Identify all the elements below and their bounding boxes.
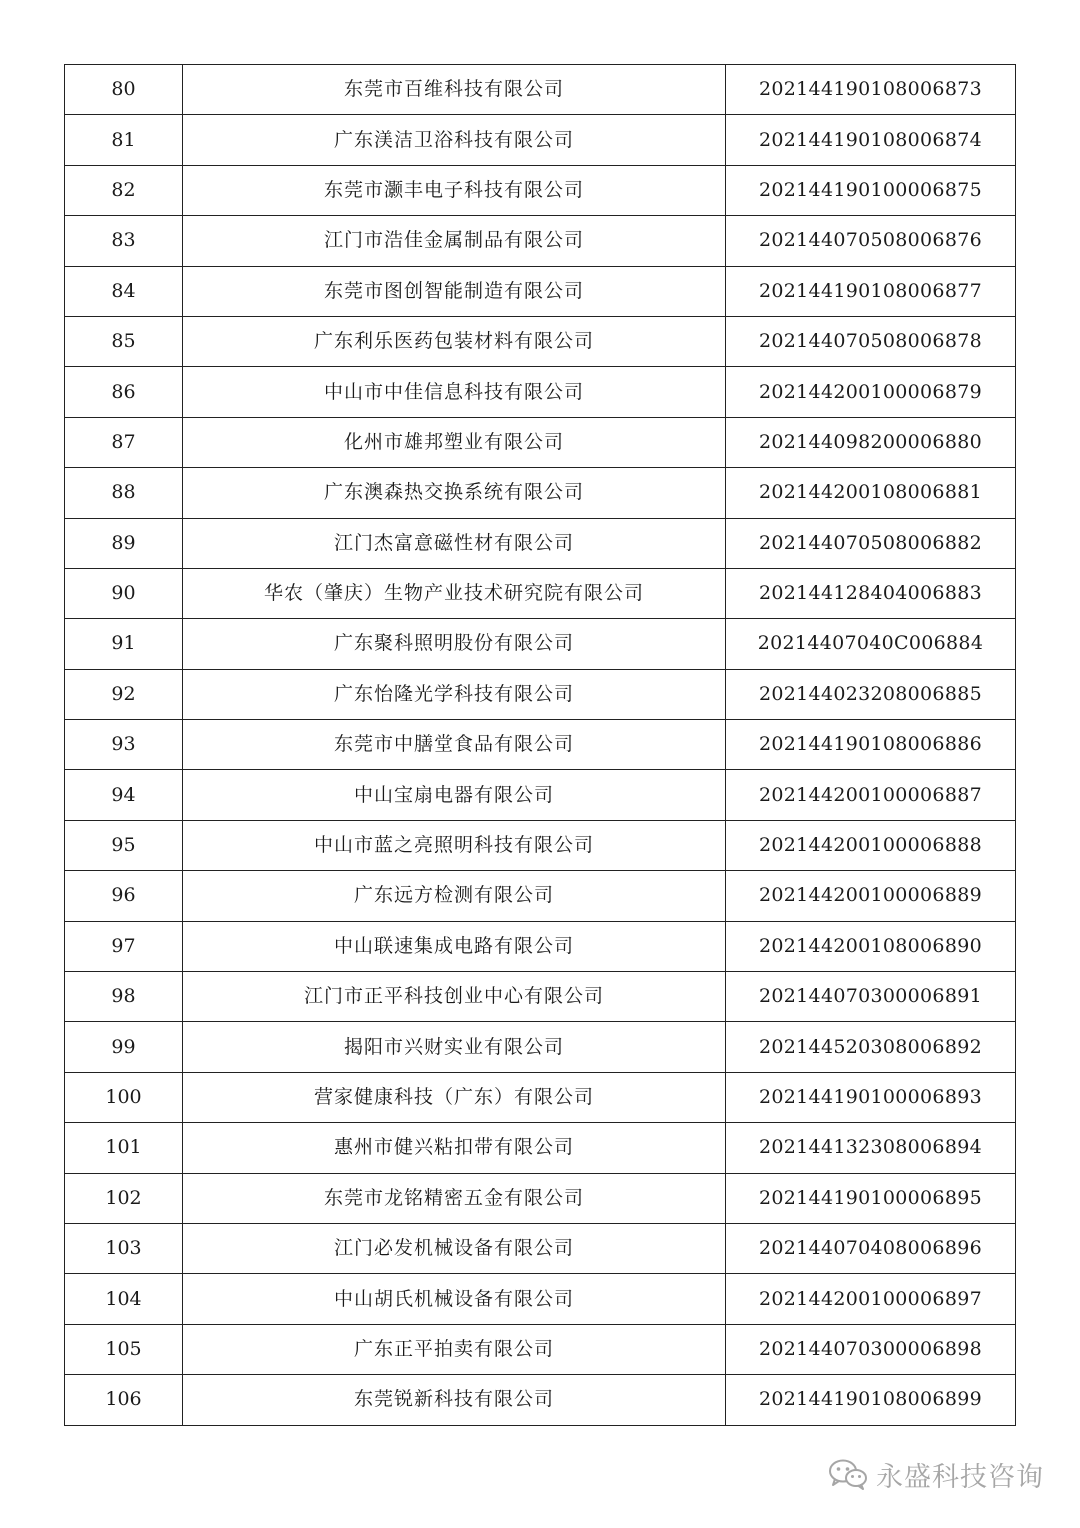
row-number-cell: 93 — [65, 720, 183, 770]
registration-code-cell: 202144070300006898 — [726, 1324, 1016, 1374]
registration-code-cell: 202144190108006899 — [726, 1375, 1016, 1425]
table-row — [65, 972, 1016, 1022]
row-number-cell: 100 — [65, 1072, 183, 1122]
company-name-cell: 东莞市图创智能制造有限公司 — [183, 266, 726, 316]
registration-code-cell: 202144023208006885 — [726, 669, 1016, 719]
row-number-cell: 103 — [65, 1223, 183, 1273]
row-number-cell: 82 — [65, 165, 183, 215]
table-row — [65, 1375, 1016, 1425]
watermark-text: 永盛科技咨询 — [876, 1461, 1044, 1493]
company-name-cell: 中山宝扇电器有限公司 — [183, 770, 726, 820]
registration-code-cell: 202144070408006896 — [726, 1223, 1016, 1273]
table-row — [65, 1173, 1016, 1223]
table-row — [65, 518, 1016, 568]
company-name-cell: 广东远方检测有限公司 — [183, 871, 726, 921]
company-name-cell: 营家健康科技（广东）有限公司 — [183, 1072, 726, 1122]
company-name-cell: 东莞市龙铭精密五金有限公司 — [183, 1173, 726, 1223]
registration-code-cell: 202144190108006886 — [726, 720, 1016, 770]
row-number-cell: 106 — [65, 1375, 183, 1425]
company-name-cell: 广东利乐医药包装材料有限公司 — [183, 316, 726, 366]
row-number-cell: 87 — [65, 417, 183, 467]
company-name-cell: 广东怡隆光学科技有限公司 — [183, 669, 726, 719]
row-number-cell: 96 — [65, 871, 183, 921]
table-row — [65, 1223, 1016, 1273]
table-row — [65, 669, 1016, 719]
registration-code-cell: 20214407040C006884 — [726, 619, 1016, 669]
row-number-cell: 84 — [65, 266, 183, 316]
company-name-cell: 广东聚科照明股份有限公司 — [183, 619, 726, 669]
wechat-icon — [828, 1458, 868, 1490]
registration-code-cell: 202144520308006892 — [726, 1022, 1016, 1072]
row-number-cell: 88 — [65, 468, 183, 518]
row-number-cell: 86 — [65, 367, 183, 417]
registration-code-cell: 202144200108006881 — [726, 468, 1016, 518]
company-name-cell: 中山联速集成电路有限公司 — [183, 921, 726, 971]
company-name-cell: 中山胡氏机械设备有限公司 — [183, 1274, 726, 1324]
company-name-cell: 广东澳森热交换系统有限公司 — [183, 468, 726, 518]
row-number-cell: 81 — [65, 115, 183, 165]
company-name-cell: 广东正平拍卖有限公司 — [183, 1324, 726, 1374]
row-number-cell: 104 — [65, 1274, 183, 1324]
table-row — [65, 1072, 1016, 1122]
table-row — [65, 921, 1016, 971]
company-name-cell: 广东渼洁卫浴科技有限公司 — [183, 115, 726, 165]
company-name-cell: 化州市雄邦塑业有限公司 — [183, 417, 726, 467]
company-name-cell: 华农（肇庆）生物产业技术研究院有限公司 — [183, 568, 726, 618]
company-name-cell: 东莞市中膳堂食品有限公司 — [183, 720, 726, 770]
table-row — [65, 266, 1016, 316]
registration-code-cell: 202144190100006875 — [726, 165, 1016, 215]
table-row — [65, 720, 1016, 770]
row-number-cell: 92 — [65, 669, 183, 719]
row-number-cell: 89 — [65, 518, 183, 568]
company-name-cell: 揭阳市兴财实业有限公司 — [183, 1022, 726, 1072]
table-row — [65, 216, 1016, 266]
table-row — [65, 1123, 1016, 1173]
registration-code-cell: 202144098200006880 — [726, 417, 1016, 467]
table-row — [65, 316, 1016, 366]
table-body — [65, 65, 1016, 1426]
table-row — [65, 770, 1016, 820]
row-number-cell: 83 — [65, 216, 183, 266]
company-name-cell: 东莞市百维科技有限公司 — [183, 65, 726, 115]
table-row — [65, 820, 1016, 870]
company-name-cell: 江门市浩佳金属制品有限公司 — [183, 216, 726, 266]
row-number-cell: 102 — [65, 1173, 183, 1223]
table-row — [65, 65, 1016, 115]
table-row — [65, 417, 1016, 467]
row-number-cell: 90 — [65, 568, 183, 618]
table-row — [65, 1324, 1016, 1374]
registration-code-cell: 202144070508006878 — [726, 316, 1016, 366]
row-number-cell: 98 — [65, 972, 183, 1022]
registration-code-cell: 202144070300006891 — [726, 972, 1016, 1022]
registration-code-cell: 202144200100006889 — [726, 871, 1016, 921]
row-number-cell: 95 — [65, 820, 183, 870]
registry-table — [64, 64, 1016, 1426]
registration-code-cell: 202144070508006882 — [726, 518, 1016, 568]
table-row — [65, 165, 1016, 215]
row-number-cell: 99 — [65, 1022, 183, 1072]
registration-code-cell: 202144128404006883 — [726, 568, 1016, 618]
company-name-cell: 中山市中佳信息科技有限公司 — [183, 367, 726, 417]
registration-code-cell: 202144200108006890 — [726, 921, 1016, 971]
row-number-cell: 101 — [65, 1123, 183, 1173]
table-row — [65, 1274, 1016, 1324]
table-row — [65, 619, 1016, 669]
table-row — [65, 115, 1016, 165]
registration-code-cell: 202144070508006876 — [726, 216, 1016, 266]
table-row — [65, 468, 1016, 518]
table-row — [65, 871, 1016, 921]
registration-code-cell: 202144190100006895 — [726, 1173, 1016, 1223]
company-name-cell: 中山市蓝之亮照明科技有限公司 — [183, 820, 726, 870]
row-number-cell: 85 — [65, 316, 183, 366]
row-number-cell: 80 — [65, 65, 183, 115]
registration-code-cell: 202144200100006897 — [726, 1274, 1016, 1324]
registration-code-cell: 202144190108006874 — [726, 115, 1016, 165]
table-row — [65, 1022, 1016, 1072]
registration-code-cell: 202144132308006894 — [726, 1123, 1016, 1173]
company-name-cell: 东莞市灏丰电子科技有限公司 — [183, 165, 726, 215]
registration-code-cell: 202144200100006879 — [726, 367, 1016, 417]
row-number-cell: 94 — [65, 770, 183, 820]
registration-code-cell: 202144200100006888 — [726, 820, 1016, 870]
row-number-cell: 97 — [65, 921, 183, 971]
company-name-cell: 江门必发机械设备有限公司 — [183, 1223, 726, 1273]
table-row — [65, 568, 1016, 618]
company-name-cell: 江门杰富意磁性材有限公司 — [183, 518, 726, 568]
registration-code-cell: 202144190100006893 — [726, 1072, 1016, 1122]
registration-code-cell: 202144190108006873 — [726, 65, 1016, 115]
row-number-cell: 105 — [65, 1324, 183, 1374]
registration-code-cell: 202144200100006887 — [726, 770, 1016, 820]
watermark — [828, 1454, 1044, 1494]
registration-code-cell: 202144190108006877 — [726, 266, 1016, 316]
company-name-cell: 江门市正平科技创业中心有限公司 — [183, 972, 726, 1022]
table-row — [65, 367, 1016, 417]
row-number-cell: 91 — [65, 619, 183, 669]
company-name-cell: 东莞锐新科技有限公司 — [183, 1375, 726, 1425]
company-name-cell: 惠州市健兴粘扣带有限公司 — [183, 1123, 726, 1173]
